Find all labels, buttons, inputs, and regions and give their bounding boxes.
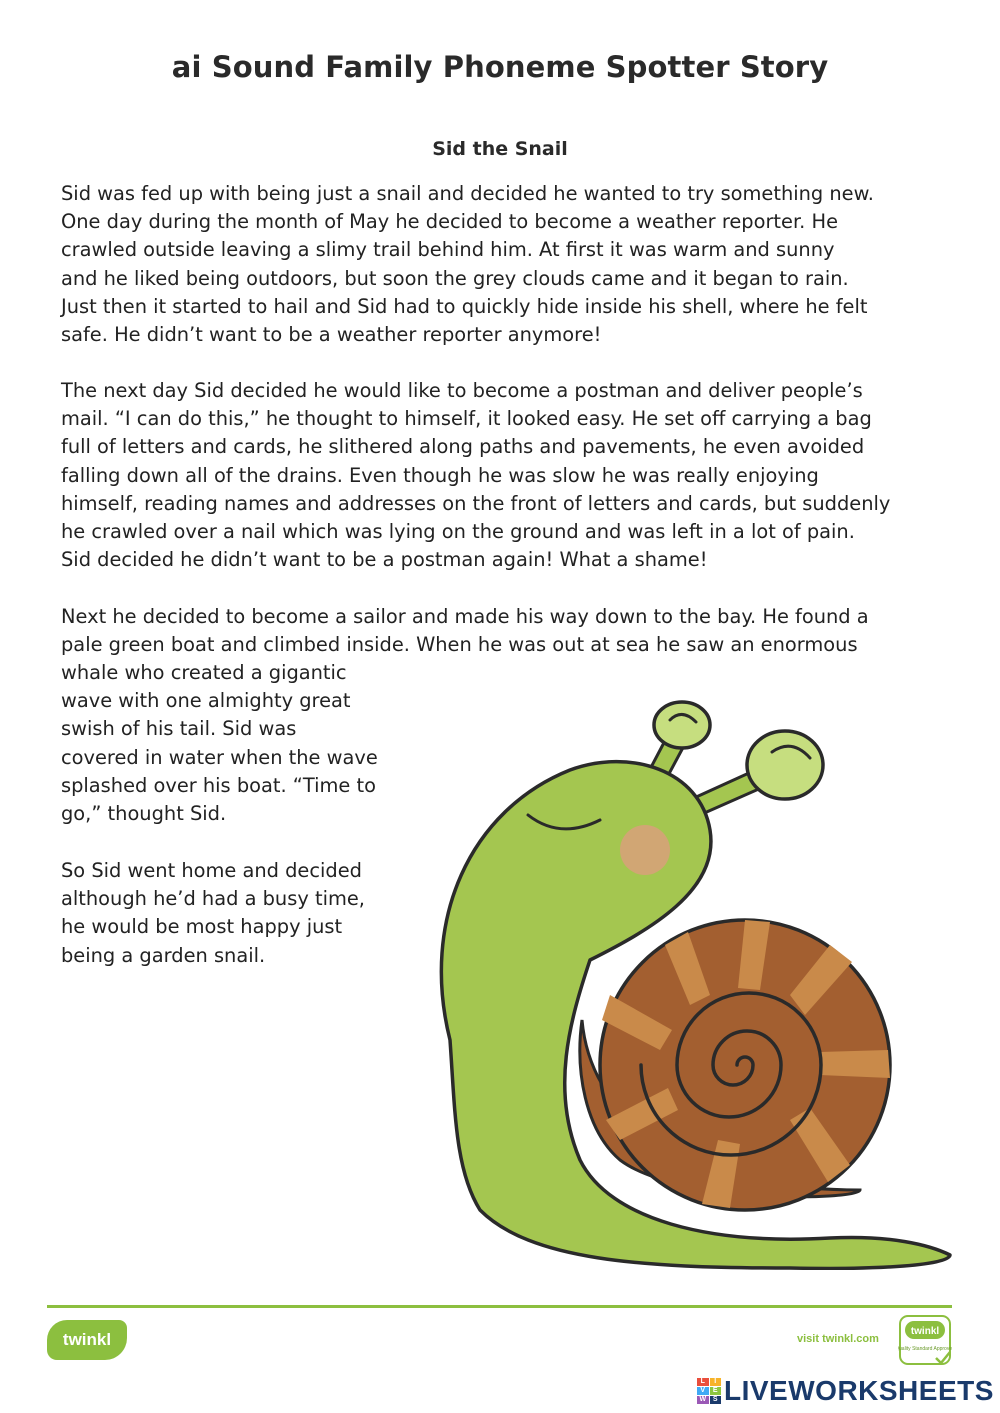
visit-twinkl-link[interactable]: visit twinkl.com	[797, 1333, 879, 1345]
paragraph-line: splashed over his boat. “Time to	[61, 773, 376, 797]
paragraph-line: covered in water when the wave	[61, 745, 378, 769]
paragraph-line: Next he decided to become a sailor and made his way down to the bay. He found a	[61, 605, 869, 628]
lw-letter: L	[697, 1378, 709, 1386]
story-title: Sid the Snail	[432, 138, 568, 160]
paragraph-line: One day during the month of May he decided to become a weather reporter. He	[61, 210, 838, 234]
paragraph-line: safe. He didn’t want to be a weather reporter anymore!	[61, 323, 602, 347]
paragraph-line: Just then it started to hail and Sid had to quickly hide inside his shell, where he felt	[61, 294, 868, 318]
liveworksheets-text: LIVEWORKSHEETS	[724, 1375, 994, 1406]
quality-standard-badge	[898, 1314, 952, 1366]
story-paragraph-3	[61, 603, 941, 659]
paragraph-line: So Sid went home and decided	[61, 859, 362, 882]
paragraph-line: pale green boat and climbed inside. When he was out at sea he saw an enormous	[61, 633, 858, 657]
paragraph-line: and he liked being outdoors, but soon the grey clouds came and it began to rain.	[61, 266, 849, 290]
badge-icon	[898, 1314, 952, 1366]
paragraph-line: swish of his tail. Sid was	[61, 717, 297, 741]
lw-letter: W	[697, 1396, 709, 1404]
snail-illustration	[410, 690, 955, 1270]
story-paragraph-4	[61, 857, 396, 970]
footer-divider	[47, 1305, 952, 1308]
paragraph-line: The next day Sid decided he would like to become a postman and deliver people’s	[61, 379, 863, 402]
story-paragraph-3-continued	[61, 659, 406, 828]
paragraph-line: falling down all of the drains. Even though he was slow he was really enjoying	[61, 463, 819, 487]
badge-subtext: Quality Standard Approved	[898, 1346, 952, 1352]
lw-letter: I	[710, 1378, 722, 1386]
page-title: ai Sound Family Phoneme Spotter Story	[171, 50, 829, 84]
snail-icon	[410, 690, 955, 1270]
paragraph-line: crawled outside leaving a slimy trail behind him. At first it was warm and sunny	[61, 238, 835, 262]
twinkl-logo[interactable]: twinkl	[47, 1320, 127, 1360]
paragraph-line: wave with one almighty great	[61, 689, 351, 713]
paragraph-line: he would be most happy just	[61, 915, 343, 939]
paragraph-line: Sid was fed up with being just a snail and decided he wanted to try something new.	[61, 182, 874, 205]
paragraph-line: although he’d had a busy time,	[61, 887, 365, 911]
paragraph-line: mail. “I can do this,” he thought to himself, it looked easy. He set off carrying a bag	[61, 407, 872, 431]
paragraph-line: Sid decided he didn’t want to be a postman again! What a shame!	[61, 548, 708, 572]
paragraph-line: full of letters and cards, he slithered along paths and pavements, he even avoided	[61, 435, 865, 459]
lw-letter: E	[710, 1387, 722, 1395]
paragraph-line: he crawled over a nail which was lying on the ground and was left in a lot of pain.	[61, 520, 855, 544]
story-paragraph-2	[61, 377, 953, 574]
lw-letter: S	[710, 1396, 722, 1404]
liveworksheets-logo[interactable]	[697, 1376, 994, 1406]
badge-logo-text: twinkl	[910, 1326, 940, 1337]
paragraph-line: whale who created a gigantic	[61, 661, 347, 684]
story-paragraph-1	[61, 180, 953, 349]
liveworksheets-mark	[697, 1378, 721, 1404]
paragraph-line: go,” thought Sid.	[61, 802, 227, 826]
paragraph-line: himself, reading names and addresses on the front of letters and cards, but suddenly	[61, 491, 891, 515]
paragraph-line: being a garden snail.	[61, 943, 266, 967]
lw-letter: V	[697, 1387, 709, 1395]
